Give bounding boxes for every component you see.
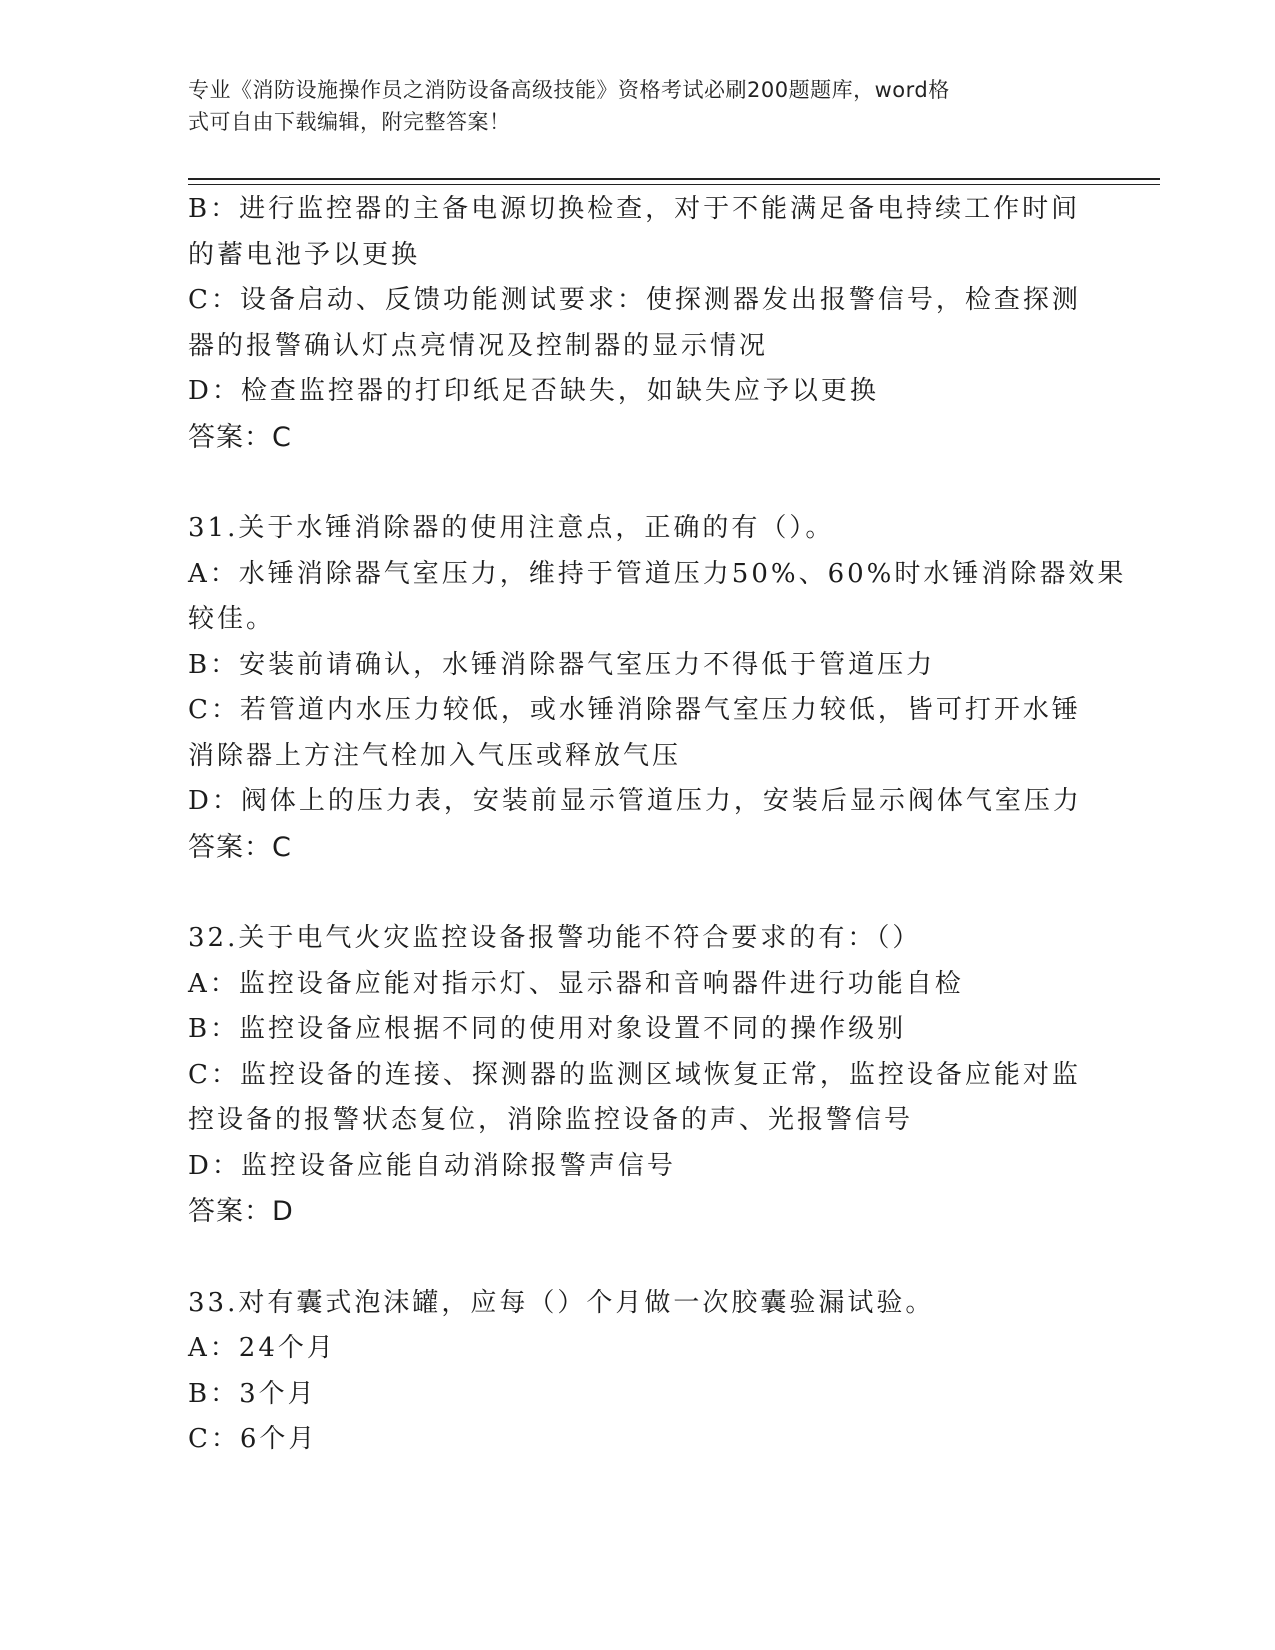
option-d-text: D：监控设备应能自动消除报警声信号 <box>188 1150 676 1181</box>
spacer <box>188 460 1088 506</box>
option-c-text: C：监控设备的连接、探测器的监测区域恢复正常，监控设备应能对监 <box>188 1059 1081 1090</box>
question-33 <box>188 1281 1088 1463</box>
option-c-text: C：若管道内水压力较低，或水锤消除器气室压力较低，皆可打开水锤 <box>188 695 1081 725</box>
answer-label: 答案：C <box>188 831 292 863</box>
answer-label: 答案：D <box>188 1196 294 1227</box>
option-a-text: A：监控设备应能对指示灯、显示器和音响器件进行功能自检 <box>188 968 964 999</box>
question-content <box>188 187 1127 1463</box>
option-c-text: 消除器上方注气栓加入气压或释放气压 <box>188 740 682 771</box>
answer-label: 答案：C <box>188 421 292 453</box>
option-a-text: A：水锤消除器气室压力，维持于管道压力50%、60%时水锤消除器效果 <box>188 558 1127 589</box>
option-a-text: A：24个月 <box>188 1333 336 1363</box>
option-c-text: C：设备启动、反馈功能测试要求：使探测器发出报警信号，检查探测 <box>188 285 1081 315</box>
spacer <box>188 1235 1088 1281</box>
document-header <box>188 74 1068 138</box>
header-divider-thick <box>188 178 1160 180</box>
option-a-text: 较佳。 <box>188 604 276 634</box>
question-stem: 33.对有囊式泡沫罐，应每（）个月做一次胶囊验漏试验。 <box>188 1287 935 1318</box>
option-d-text: D：阀体上的压力表，安装前显示管道压力，安装后显示阀体气室压力 <box>188 786 1082 816</box>
header-line: 式可自由下载编辑，附完整答案！ <box>188 110 511 134</box>
spacer <box>188 870 1088 916</box>
header-line: 专业《消防设施操作员之消防设备高级技能》资格考试必刷200题题库，word格 <box>188 78 950 102</box>
question-32 <box>188 916 1088 1235</box>
option-c-text: 控设备的报警状态复位，消除监控设备的声、光报警信号 <box>188 1105 914 1135</box>
option-b-text: B：3个月 <box>188 1378 317 1409</box>
option-c-text: 器的报警确认灯点亮情况及控制器的显示情况 <box>188 330 769 361</box>
question-30-continued <box>188 187 1088 460</box>
header-divider-thin <box>188 184 1160 185</box>
option-b-text: B：安装前请确认，水锤消除器气室压力不得低于管道压力 <box>188 649 936 680</box>
question-31 <box>188 506 1127 870</box>
question-stem: 31.关于水锤消除器的使用注意点，正确的有（）。 <box>188 513 835 543</box>
question-stem: 32.关于电气火灾监控设备报警功能不符合要求的有：（） <box>188 923 922 953</box>
option-b-text: 的蓄电池予以更换 <box>188 239 421 270</box>
option-c-text: C：6个月 <box>188 1424 318 1454</box>
option-b-text: B：进行监控器的主备电源切换检查，对于不能满足备电持续工作时间 <box>188 194 1081 224</box>
option-b-text: B：监控设备应根据不同的使用对象设置不同的操作级别 <box>188 1014 907 1044</box>
option-d-text: D：检查监控器的打印纸足否缺失，如缺失应予以更换 <box>188 376 879 406</box>
